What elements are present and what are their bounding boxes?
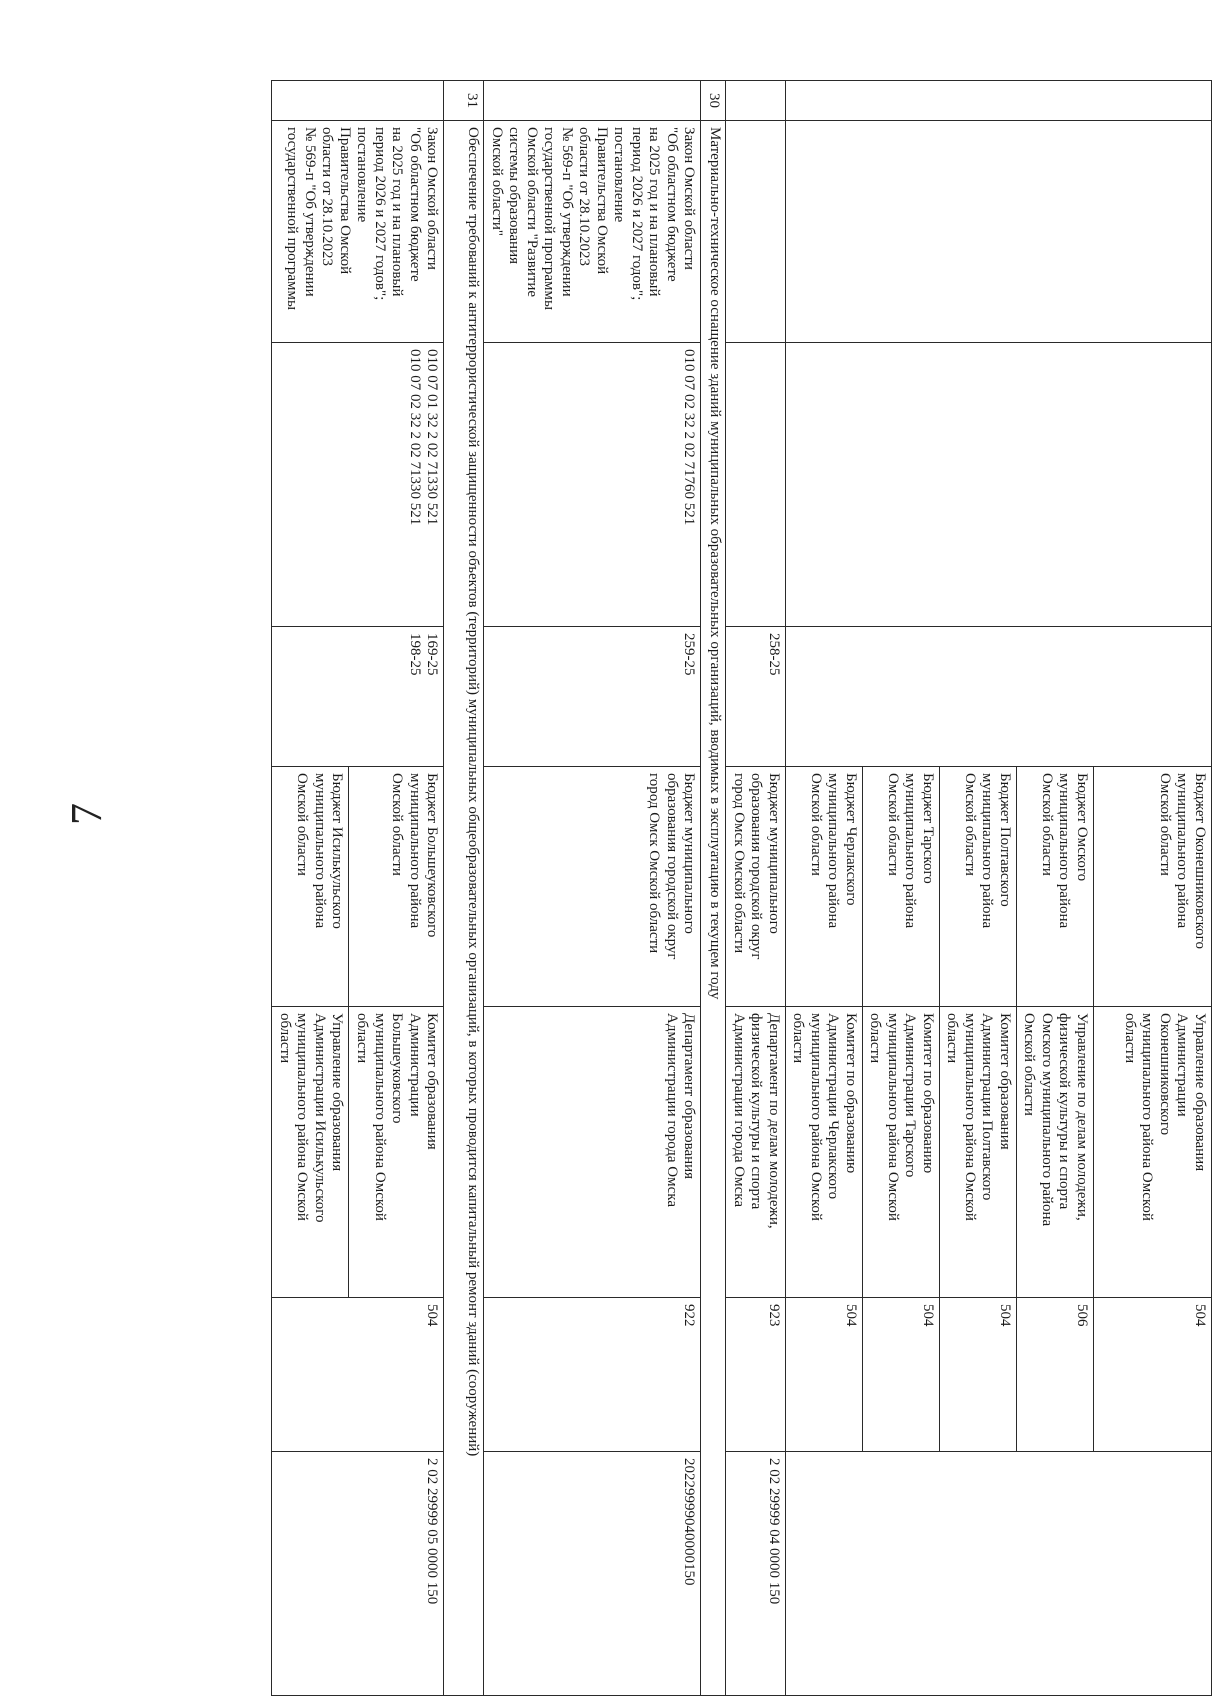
budget-cell: Бюджет муниципального образования городской округ город Омск Омской области xyxy=(484,767,701,1007)
table-row xyxy=(349,81,444,1696)
subsidy-register-table xyxy=(272,80,1212,1696)
budget-cell: Бюджет Тарского муниципального района Омской области xyxy=(863,767,940,1007)
page-number: 7 xyxy=(62,803,111,825)
admin-cell: Комитет образования Администрации Полтавского муниципального района Омской области xyxy=(940,1007,1017,1298)
table-row xyxy=(726,81,786,1696)
code-cell: 922 xyxy=(484,1298,701,1452)
legal-basis-cell: Закон Омской области "Об областном бюджете на 2025 год и на плановый период 2026 и 2027 годов"; постановление Правительства Омской области от 28.10.2023 № 569-п "Об утверждении государственной программы xyxy=(272,121,444,343)
kbk-cell xyxy=(786,1452,1212,1696)
code-cell: 506 xyxy=(1017,1298,1094,1452)
expense-kbk-cell: 010 07 02 32 2 02 71760 521 xyxy=(484,343,701,627)
section-title: Материально-техническое оснащение зданий муниципальных образовательных организаций, вводимых в эксплуатацию в текущем году xyxy=(701,121,726,1696)
kbk-cell: 2 02 29999 04 0000 150 xyxy=(726,1452,786,1696)
budget-cell: Бюджет Полтавского муниципального района Омской области xyxy=(940,767,1017,1007)
section-number: 31 xyxy=(444,81,484,121)
reg-number-cell: 169-25 198-25 xyxy=(272,627,444,767)
code-cell: 504 xyxy=(1094,1298,1212,1452)
code-cell: 504 xyxy=(940,1298,1017,1452)
code-cell: 504 xyxy=(272,1298,444,1452)
admin-cell: Департамент по делам молодежи, физической культуры и спорта Администрации города Омска xyxy=(726,1007,786,1298)
code-cell: 504 xyxy=(863,1298,940,1452)
budget-cell: Бюджет Омского муниципального района Омской области xyxy=(1017,767,1094,1007)
code-cell: 923 xyxy=(726,1298,786,1452)
section-header-row xyxy=(701,81,726,1696)
admin-cell: Управление образования Администрации Исилькульского муниципального района Омской области xyxy=(272,1007,349,1298)
budget-cell: Бюджет Оконешниковского муниципального района Омской области xyxy=(1094,767,1212,1007)
admin-cell: Комитет по образованию Администрации Тарского муниципального района Омской области xyxy=(863,1007,940,1298)
table-row xyxy=(1094,81,1212,1696)
admin-cell: Управление по делам молодежи, физической культуры и спорта Омского муниципального района Омской области xyxy=(1017,1007,1094,1298)
legal-basis-cell: Закон Омской области "Об областном бюджете на 2025 год и на плановый период 2026 и 2027 годов"; постановление Правительства Омской области от 28.10.2023 № 569-п "Об утверждении государственной программы Омской области "Развитие системы образования Омской области" xyxy=(484,121,701,343)
reg-number-cell: 259-25 xyxy=(484,627,701,767)
budget-cell: Бюджет Черлакского муниципального района Омской области xyxy=(786,767,863,1007)
budget-cell: Бюджет Исилькульского муниципального района Омской области xyxy=(272,767,349,1007)
code-cell: 504 xyxy=(786,1298,863,1452)
reg-number-cell: 258-25 xyxy=(726,627,786,767)
section-number: 30 xyxy=(701,81,726,121)
section-header-row xyxy=(444,81,484,1696)
kbk-cell: 2 02 29999 05 0000 150 xyxy=(272,1452,444,1696)
expense-kbk-cell: 010 07 01 32 2 02 71330 521 010 07 02 32 2 02 71330 521 xyxy=(272,343,444,627)
admin-cell: Управление образования Администрации Оконешниковского муниципального района Омской области xyxy=(1094,1007,1212,1298)
rotated-table-container xyxy=(140,80,1212,1695)
kbk-cell: 20229999040000150 xyxy=(484,1452,701,1696)
admin-cell: Комитет по образованию Администрации Черлакского муниципального района Омской области xyxy=(786,1007,863,1298)
section-title: Обеспечение требований к антитеррористической защищенности объектов (территорий) муниципальных общеобразовательных организаций, в которых проводится капитальный ремонт зданий (сооружений) xyxy=(444,121,484,1696)
budget-cell: Бюджет Большеуковского муниципального района Омской области xyxy=(349,767,444,1007)
admin-cell: Департамент образования Администрации города Омска xyxy=(484,1007,701,1298)
admin-cell: Комитет образования Администрации Большеуковского муниципального района Омской области xyxy=(349,1007,444,1298)
budget-cell: Бюджет муниципального образования городской округ город Омск Омской области xyxy=(726,767,786,1007)
table-row xyxy=(484,81,701,1696)
